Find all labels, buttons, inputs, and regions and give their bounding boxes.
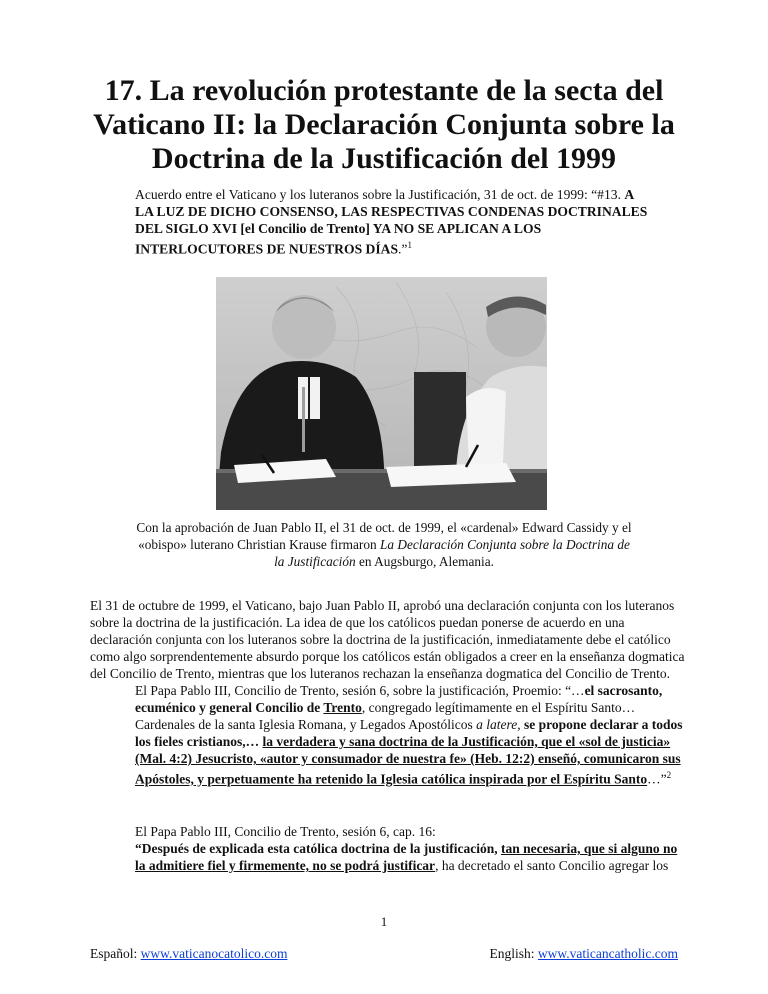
q2-text-1: , congregado legítimamente en el Espíritu Santo… Cardenales de la santa Iglesia Romana, y Legados Apostólicos [135,700,636,732]
quote-bold-text: A LA LUZ DE DICHO CONSENSO, LAS RESPECTIVAS CONDENAS DOCTRINALES DEL SIGLO XVI [el Concilio de Trento] YA NO SE APLICAN A LOS INTERLOCUTORES DE NUESTROS DÍAS [135,187,648,257]
spanish-site-link[interactable]: www.vaticanocatolico.com [140,946,288,961]
opening-quote [135,186,653,258]
footer-english-label: English: [489,946,538,961]
q2-end: …” [647,771,667,787]
quote-end: .” [398,241,408,257]
q2-comma: , [517,717,525,732]
caption-location: en Augsburgo, Alemania. [355,554,494,569]
caption-text: Con la aprobación de Juan Pablo II, el 31 de oct. de 1999, el «cardenal» Edward Cassidy y el «obispo» luterano Christian Krause firmaron [136,520,632,552]
q2-bold-2: se propone declarar a todos los fieles cristianos,… [135,717,683,749]
trent-chapter16-quote [135,823,687,874]
photo-caption [132,519,636,570]
english-site-link[interactable]: www.vaticancatholic.com [537,946,678,961]
page-title: 17. La revolución protestante de la secta del Vaticano II: la Declaración Conjunta sobre la Doctrina de la Justificación del 1999 [93,74,675,175]
trent-proemium-quote [135,682,687,788]
footer-spanish-label: Español: [90,946,141,961]
body-paragraph: El 31 de octubre de 1999, el Vaticano, bajo Juan Pablo II, aprobó una declaración conjunta con los luteranos sobre la doctrina de la justificación. La idea de que los católicos puedan ponerse de acuerdo en una declaración conjunta con los luteranos sobre la doctrina de la justificación, inmediatamente debe el católico como algo sorprendentemente absurdo porque los católicos están obligados a creer en la enseñanza dogmatica del Concilio de Trento, mientras que los luteranos rechazan la enseñanza dogmatica del Concilio de Trento. [90,598,685,681]
quote-intro: Acuerdo entre el Vaticano y los luteranos sobre la Justificación, 31 de oct. de 1999: “#13. [135,187,625,202]
footer-english [490,946,678,962]
q2-trento: Trento [323,700,362,715]
photo-illustration [216,277,547,510]
q2-source: El Papa Pablo III, Concilio de Trento, sesión 6, sobre la justificación, Proemio: “… [135,683,585,698]
page-number: 1 [380,914,388,929]
q2-a-latere: a latere [476,717,518,732]
q3-underlined: tan necesaria, que si alguno no la admitiere fiel y firmemente, no se podrá justificar [135,841,678,873]
footnote-ref-1[interactable]: 1 [407,240,412,250]
q3-bold: “Después de explicada esta católica doctrina de la justificación, [135,841,501,856]
footnote-ref-2[interactable]: 2 [666,770,672,780]
q3-text: , ha decretado el santo Concilio agregar los [435,858,669,873]
q2-bold-1: el sacrosanto, ecuménico y general Concilio de [135,683,663,715]
caption-document-title: La Declaración Conjunta sobre la Doctrina de la Justificación [274,537,630,569]
signing-ceremony-photo [216,277,547,510]
q2-underlined-doctrine: la verdadera y sana doctrina de la Justificación, que el «sol de justicia» (Mal. 4:2) Jesucristo, «autor y consumador de nuestra fe» (Heb. 12:2) enseñó, comunicaron sus Apóstoles, y perpetuamente ha retenido la Iglesia católica inspirada por el Espíritu Santo [135,734,681,787]
footer-spanish [90,946,287,962]
q3-source: El Papa Pablo III, Concilio de Trento, sesión 6, cap. 16: [135,824,436,839]
